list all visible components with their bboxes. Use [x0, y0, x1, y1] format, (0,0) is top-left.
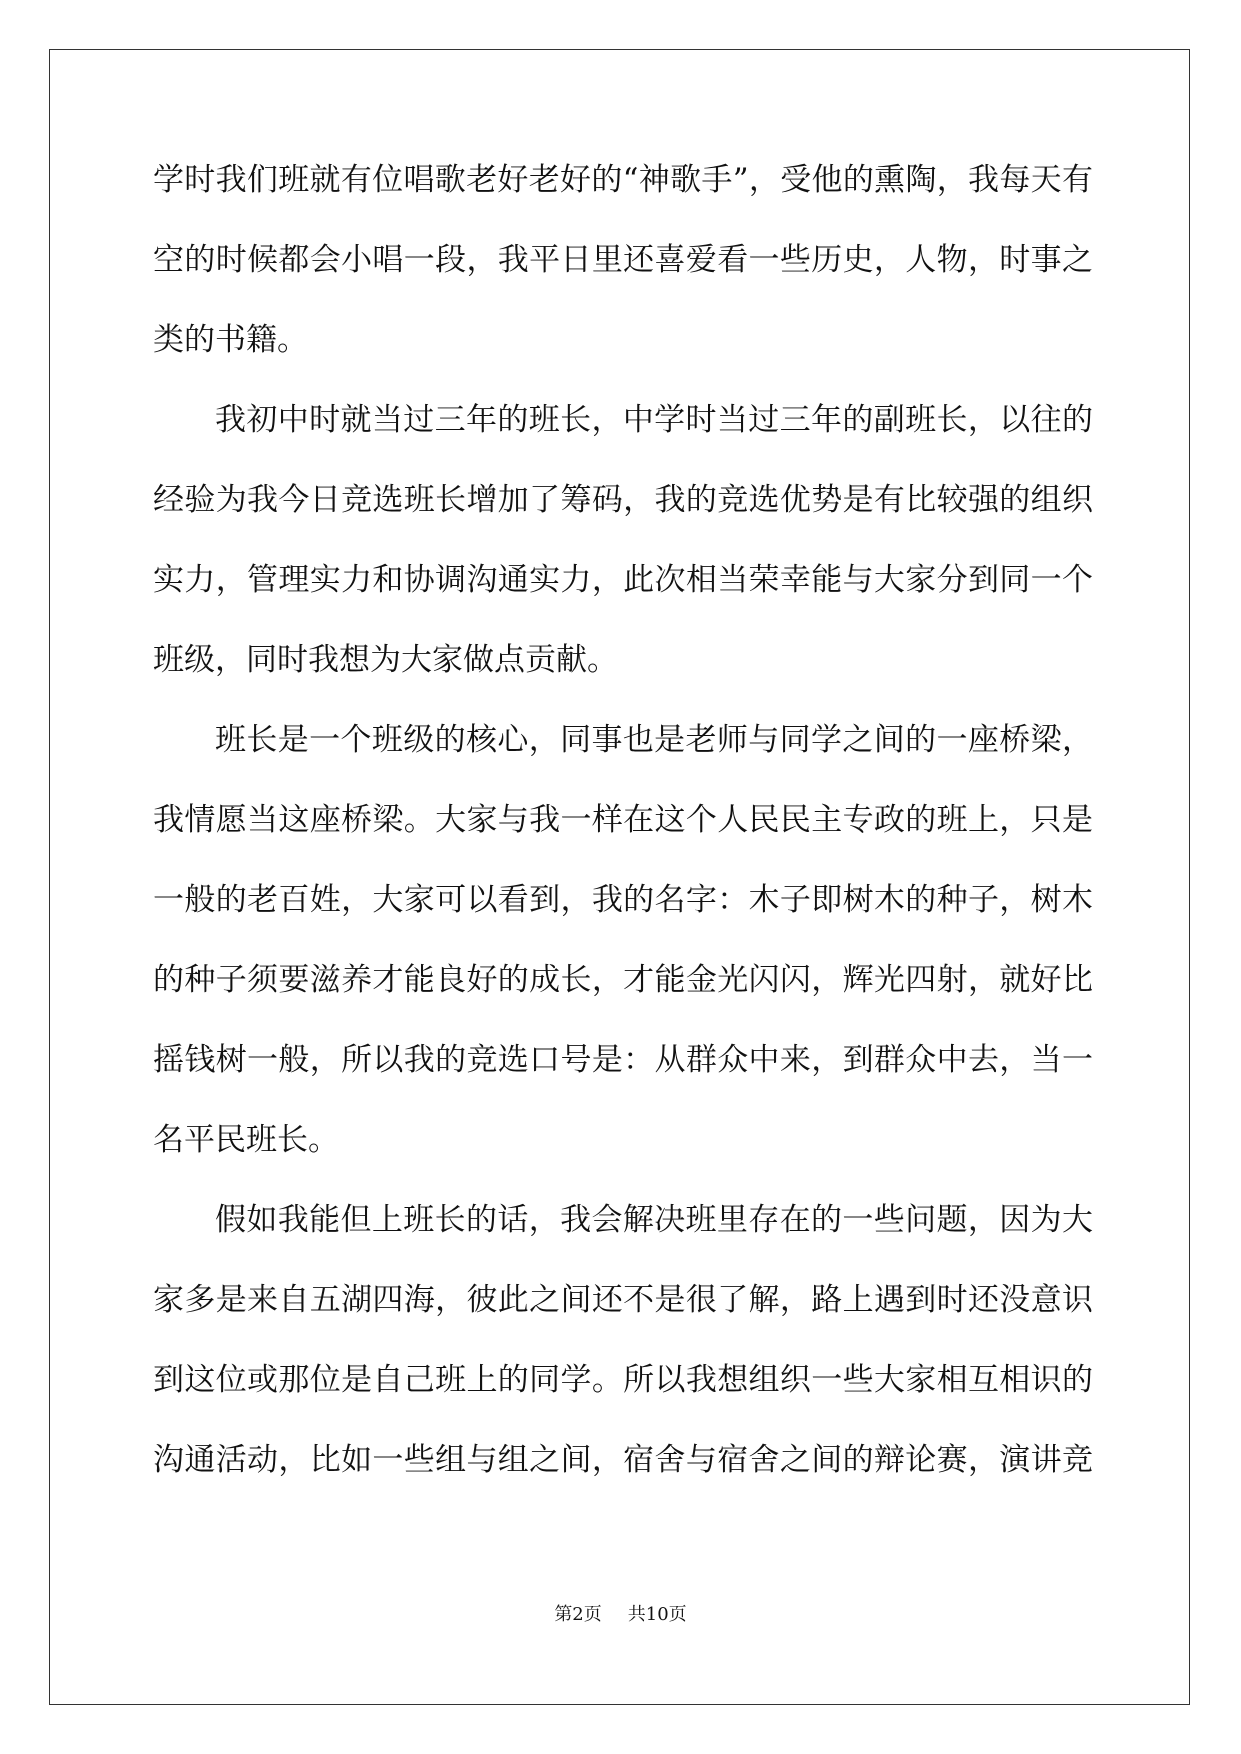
text-line: 家多是来自五湖四海，彼此之间还不是很了解，路上遇到时还没意识: [153, 1282, 1093, 1318]
text-line: 空的时候都会小唱一段，我平日里还喜爱看一些历史，人物，时事之: [153, 242, 1093, 278]
page-footer: [0, 1600, 1241, 1626]
text-line: 的种子须要滋养才能良好的成长，才能金光闪闪，辉光四射，就好比: [153, 962, 1093, 998]
text-line: 班级，同时我想为大家做点贡献。: [153, 642, 618, 678]
total-pages-label: 共10页: [627, 1604, 687, 1625]
text-line: 名平民班长。: [153, 1122, 339, 1158]
text-line: 学时我们班就有位唱歌老好老好的“神歌手”，受他的熏陶，我每天有: [153, 162, 1093, 198]
text-line: 类的书籍。: [153, 322, 308, 358]
current-page-label: 第2页: [554, 1604, 602, 1625]
text-line: 我初中时就当过三年的班长，中学时当过三年的副班长，以往的: [215, 402, 1093, 438]
text-line: 一般的老百姓，大家可以看到，我的名字：木子即树木的种子，树木: [153, 882, 1093, 918]
text-line: 摇钱树一般，所以我的竞选口号是：从群众中来，到群众中去，当一: [153, 1042, 1093, 1078]
text-line: 到这位或那位是自己班上的同学。所以我想组织一些大家相互相识的: [153, 1362, 1093, 1398]
text-line: 沟通活动，比如一些组与组之间，宿舍与宿舍之间的辩论赛，演讲竞: [153, 1442, 1093, 1478]
text-line: 假如我能但上班长的话，我会解决班里存在的一些问题，因为大: [215, 1202, 1093, 1238]
text-line: 经验为我今日竞选班长增加了筹码，我的竞选优势是有比较强的组织: [153, 482, 1093, 518]
text-line: 班长是一个班级的核心，同事也是老师与同学之间的一座桥梁，: [215, 722, 1093, 758]
text-line: 我情愿当这座桥梁。大家与我一样在这个人民民主专政的班上，只是: [153, 802, 1093, 838]
text-line: 实力，管理实力和协调沟通实力，此次相当荣幸能与大家分到同一个: [153, 562, 1093, 598]
document-body: [153, 160, 1093, 1520]
